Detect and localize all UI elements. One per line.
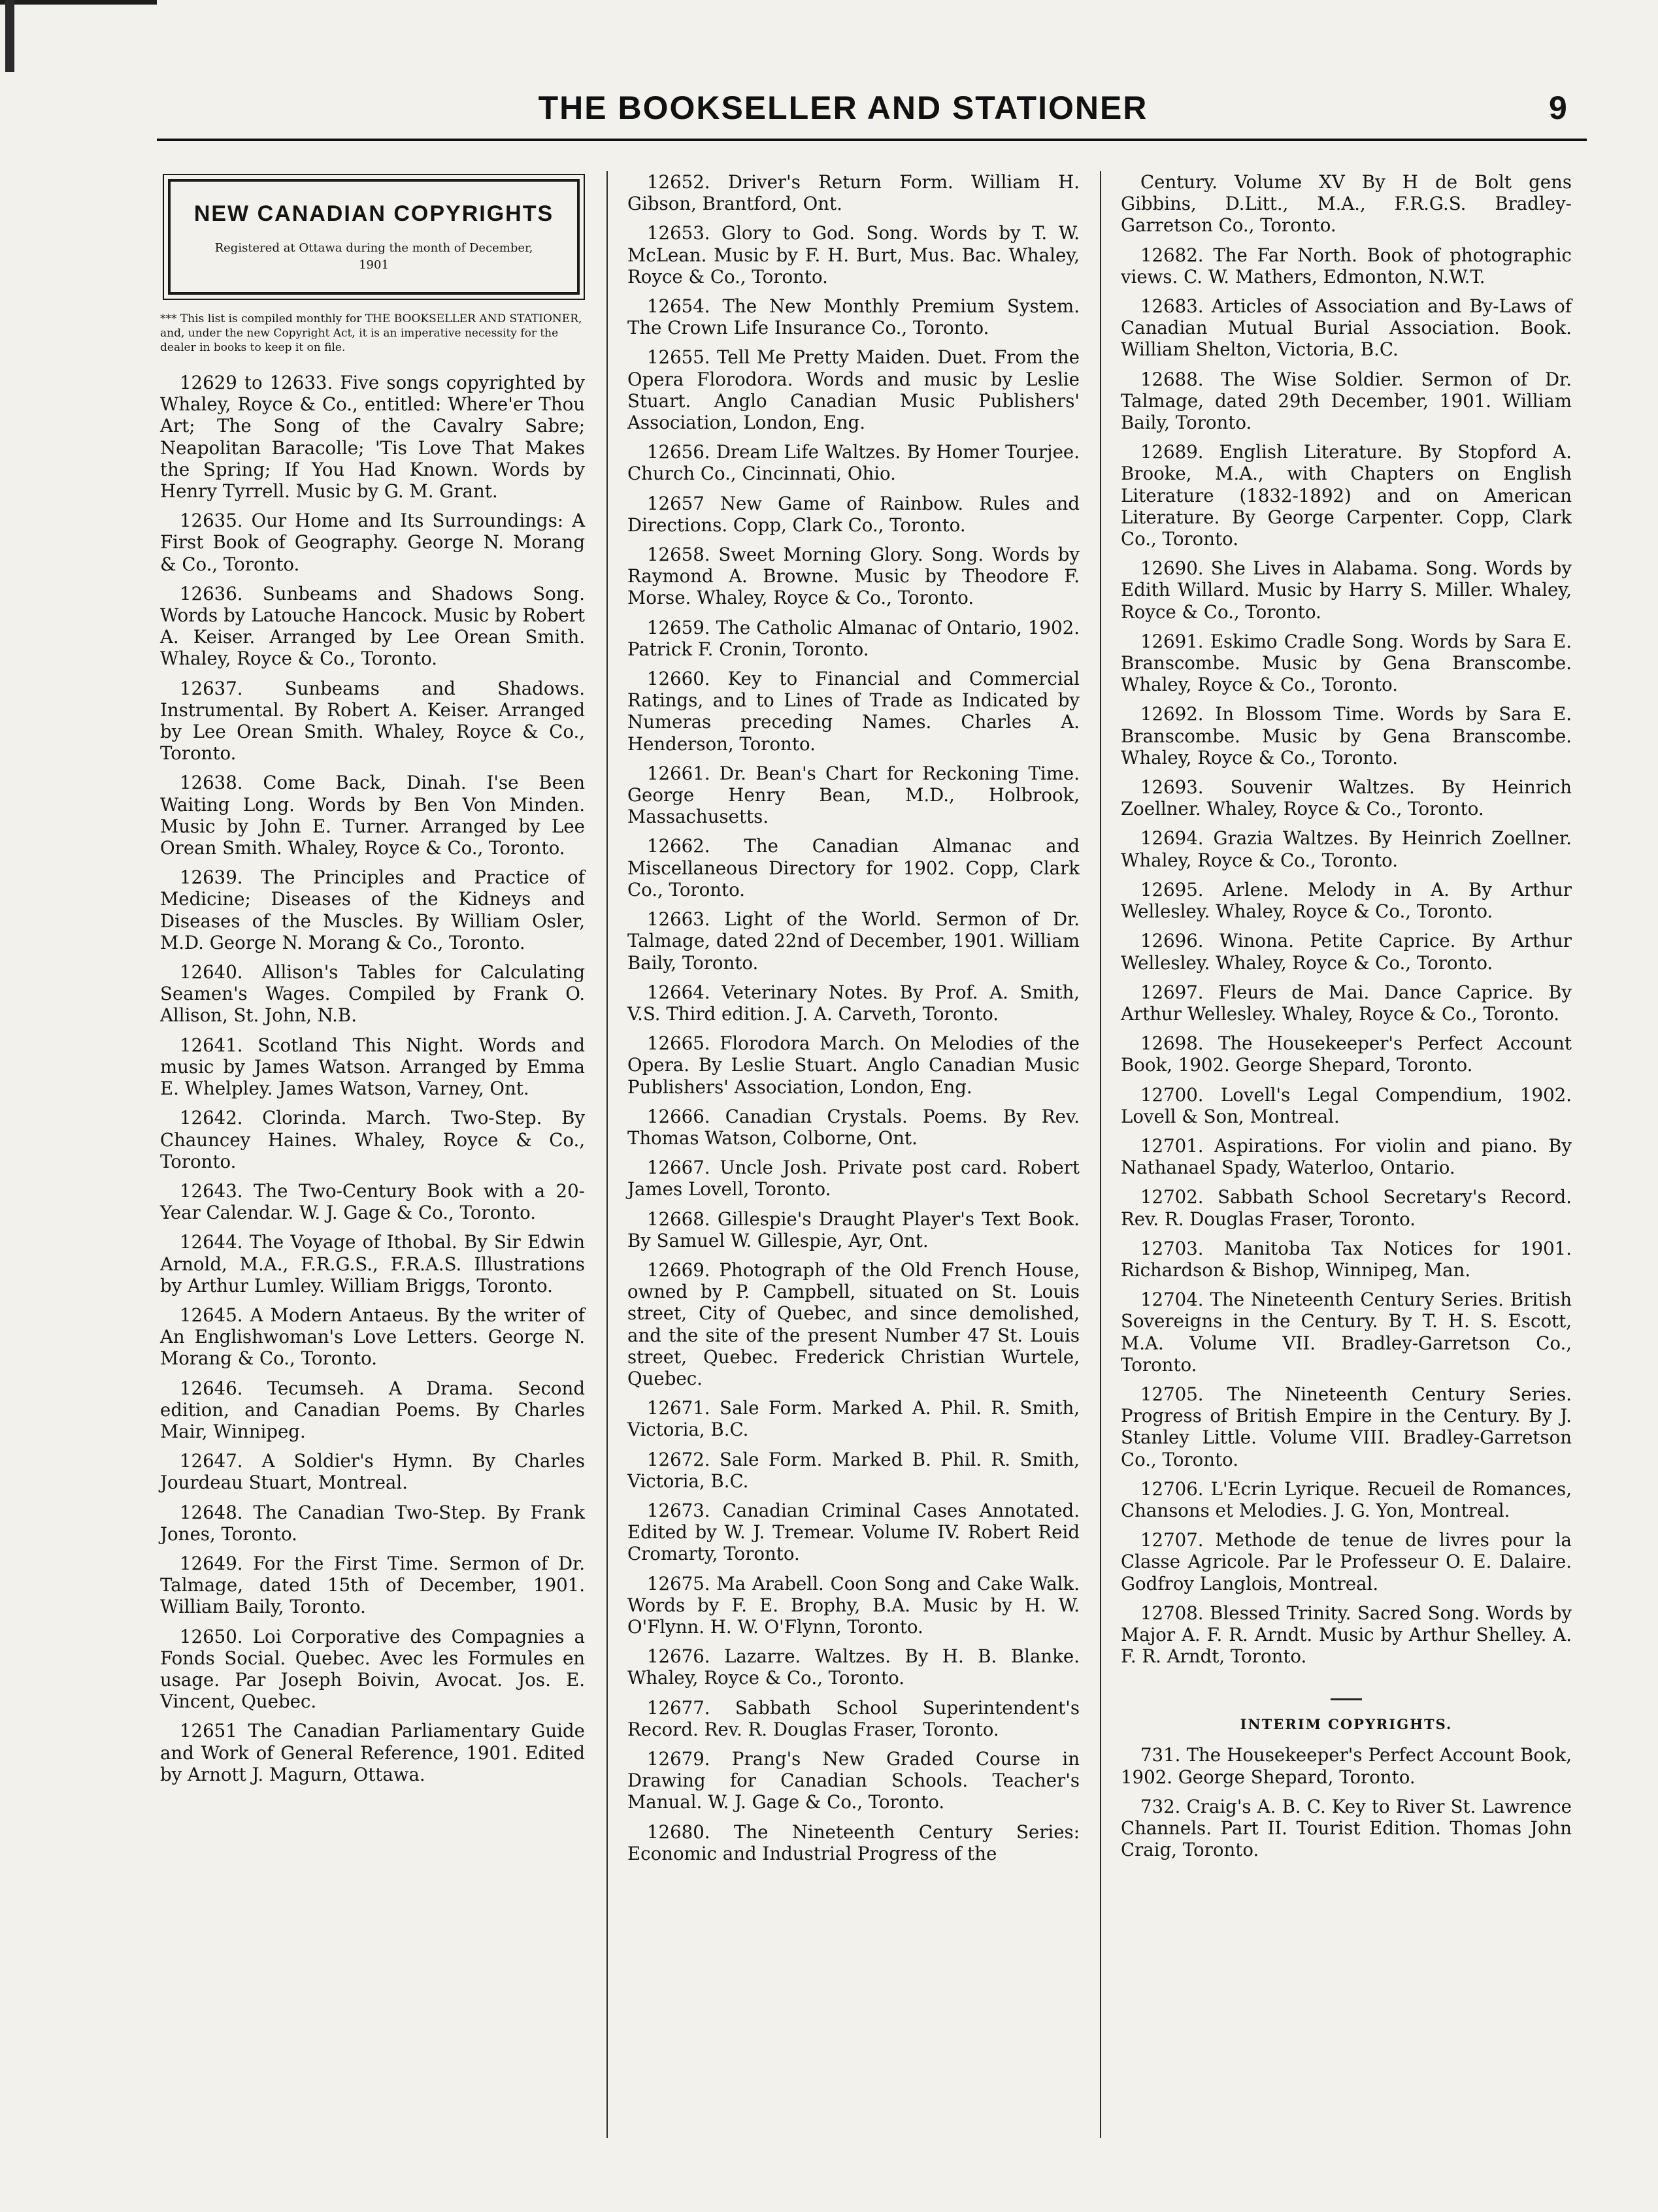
copyright-entry: 12690. She Lives in Alabama. Song. Words by Edith Willard. Music by Harry S. Miller. Whaley, Royce & Co., Toronto. bbox=[1121, 557, 1572, 623]
copyright-entry: 12656. Dream Life Waltzes. By Homer Tourjee. Church Co., Cincinnati, Ohio. bbox=[627, 441, 1080, 485]
copyright-entry: 12692. In Blossom Time. Words by Sara E. Branscombe. Music by Gena Branscombe. Whaley, Royce & Co., Toronto. bbox=[1121, 703, 1572, 768]
copyright-entry: 12641. Scotland This Night. Words and music by James Watson. Arranged by Emma E. Whelpley. James Watson, Varney, Ont. bbox=[160, 1034, 585, 1100]
column-3 bbox=[1121, 171, 1572, 1868]
copyright-entry: 12658. Sweet Morning Glory. Song. Words by Raymond A. Browne. Music by Theodore F. Morse. Whaley, Royce & Co., Toronto. bbox=[627, 544, 1080, 609]
copyright-entry: 12689. English Literature. By Stopford A. Brooke, M.A., with Chapters on English Literature (1832-1892) and on American Literature. By George Carpenter. Copp, Clark Co., Toronto. bbox=[1121, 441, 1572, 550]
copyright-entry: 12643. The Two-Century Book with a 20-Year Calendar. W. J. Gage & Co., Toronto. bbox=[160, 1180, 585, 1224]
copyright-entry: 12701. Aspirations. For violin and piano. By Nathanael Spady, Waterloo, Ontario. bbox=[1121, 1134, 1572, 1179]
entry-list bbox=[627, 171, 1080, 1864]
copyright-entry: 12671. Sale Form. Marked A. Phil. R. Smith, Victoria, B.C. bbox=[627, 1397, 1080, 1441]
section-title: NEW CANADIAN COPYRIGHTS bbox=[193, 201, 554, 226]
copyright-entry: 12663. Light of the World. Sermon of Dr. Talmage, dated 22nd of December, 1901. William Baily, Toronto. bbox=[627, 908, 1080, 974]
copyright-entry: 12660. Key to Financial and Commercial Ratings, and to Lines of Trade as Indicated by Numeras preceding Names. Charles A. Henderson, Toronto. bbox=[627, 668, 1080, 755]
copyright-entry: 12694. Grazia Waltzes. By Heinrich Zoellner. Whaley, Royce & Co., Toronto. bbox=[1121, 827, 1572, 871]
copyright-entry: 12688. The Wise Soldier. Sermon of Dr. Talmage, dated 29th December, 1901. William Baily, Toronto. bbox=[1121, 368, 1572, 434]
copyright-entry: 12665. Florodora March. On Melodies of the Opera. By Leslie Stuart. Anglo Canadian Music Publishers' Association, London, Eng. bbox=[627, 1032, 1080, 1098]
copyright-entry: 12679. Prang's New Graded Course in Drawing for Canadian Schools. Teacher's Manual. W. J. Gage & Co., Toronto. bbox=[627, 1748, 1080, 1813]
copyright-entry: 12639. The Principles and Practice of Medicine; Diseases of the Kidneys and Diseases of the Muscles. By William Osler, M.D. George N. Morang & Co., Toronto. bbox=[160, 867, 585, 953]
copyright-entry: 12664. Veterinary Notes. By Prof. A. Smith, V.S. Third edition. J. A. Carveth, Toronto. bbox=[627, 981, 1080, 1025]
section-title-box bbox=[168, 179, 580, 295]
edge-scan-mark bbox=[5, 0, 14, 72]
copyright-entry: 12647. A Soldier's Hymn. By Charles Jourdeau Stuart, Montreal. bbox=[160, 1450, 585, 1494]
copyright-entry: 12696. Winona. Petite Caprice. By Arthur Wellesley. Whaley, Royce & Co., Toronto. bbox=[1121, 930, 1572, 974]
edge-scan-mark bbox=[0, 0, 157, 5]
copyright-entry: 12649. For the First Time. Sermon of Dr. Talmage, dated 15th of December, 1901. William Baily, Toronto. bbox=[160, 1552, 585, 1618]
copyright-entry: 12672. Sale Form. Marked B. Phil. R. Smith, Victoria, B.C. bbox=[627, 1448, 1080, 1492]
copyright-entry: 12669. Photograph of the Old French House, owned by P. Campbell, situated on St. Louis street, City of Quebec, and since demolished, and the site of the present Number 47 St. Louis street, Quebec. Frederick Christian Wurtele, Quebec. bbox=[627, 1259, 1080, 1389]
column-rule bbox=[606, 171, 608, 2138]
copyright-entry: 12651 The Canadian Parliamentary Guide and Work of General Reference, 1901. Edited by Arnott J. Magurn, Ottawa. bbox=[160, 1720, 585, 1785]
copyright-entry: 12682. The Far North. Book of photographic views. C. W. Mathers, Edmonton, N.W.T. bbox=[1121, 244, 1572, 288]
copyright-entry: 731. The Housekeeper's Perfect Account Book, 1902. George Shepard, Toronto. bbox=[1121, 1744, 1572, 1788]
copyright-entry: 732. Craig's A. B. C. Key to River St. Lawrence Channels. Part II. Tourist Edition. Thomas John Craig, Toronto. bbox=[1121, 1795, 1572, 1861]
copyright-entry: 12668. Gillespie's Draught Player's Text Book. By Samuel W. Gillespie, Ayr, Ont. bbox=[627, 1208, 1080, 1251]
copyright-entry: 12697. Fleurs de Mai. Dance Caprice. By Arthur Wellesley. Whaley, Royce & Co., Toronto. bbox=[1121, 981, 1572, 1025]
column-2 bbox=[627, 171, 1080, 1872]
copyright-entry: 12700. Lovell's Legal Compendium, 1902. Lovell & Son, Montreal. bbox=[1121, 1083, 1572, 1127]
copyright-entry: 12642. Clorinda. March. Two-Step. By Chauncey Haines. Whaley, Royce & Co., Toronto. bbox=[160, 1107, 585, 1172]
column-rule bbox=[1100, 171, 1101, 2138]
copyright-entry: 12659. The Catholic Almanac of Ontario, 1902. Patrick F. Cronin, Toronto. bbox=[627, 616, 1080, 660]
copyright-entry: 12676. Lazarre. Waltzes. By H. B. Blanke. Whaley, Royce & Co., Toronto. bbox=[627, 1645, 1080, 1689]
copyright-entry: 12707. Methode de tenue de livres pour la Classe Agricole. Par le Professeur O. E. Dalaire. Godfroy Langlois, Montreal. bbox=[1121, 1529, 1572, 1594]
copyright-entry: 12653. Glory to God. Song. Words by T. W. McLean. Music by F. H. Burt, Mus. Bac. Whaley, Royce & Co., Toronto. bbox=[627, 222, 1080, 288]
copyright-entry: 12704. The Nineteenth Century Series. British Sovereigns in the Century. By T. H. S. Escott, M.A. Volume VII. Bradley-Garretson Co., Toronto. bbox=[1121, 1289, 1572, 1376]
copyright-entry: 12705. The Nineteenth Century Series. Progress of British Empire in the Century. By J. Stanley Little. Volume VIII. Bradley-Garretson Co., Toronto. bbox=[1121, 1383, 1572, 1470]
copyright-entry: 12652. Driver's Return Form. William H. Gibson, Brantford, Ont. bbox=[627, 171, 1080, 215]
copyright-entry: 12661. Dr. Bean's Chart for Reckoning Time. George Henry Bean, M.D., Holbrook, Massachusetts. bbox=[627, 762, 1080, 828]
copyright-entry: 12667. Uncle Josh. Private post card. Robert James Lovell, Toronto. bbox=[627, 1157, 1080, 1200]
copyright-entry: 12629 to 12633. Five songs copyrighted by Whaley, Royce & Co., entitled: Where'er Thou Art; The Song of the Cavalry Sabre; Neapolitan Baracolle; 'Tis Love That Makes the Spring; If You Had Known. Words by Henry Tyrrell. Music by G. M. Grant. bbox=[160, 372, 585, 503]
copyright-entry: Century. Volume XV By H de Bolt gens Gibbins, D.Litt., M.A., F.R.G.S. Bradley-Garretson Co., Toronto. bbox=[1121, 171, 1572, 237]
copyright-entry: 12655. Tell Me Pretty Maiden. Duet. From the Opera Florodora. Words and music by Leslie Stuart. Anglo Canadian Music Publishers' Association, London, Eng. bbox=[627, 346, 1080, 434]
compilation-note: *** This list is compiled monthly for THE BOOKSELLER AND STATIONER, and, under the new Copyright Act, it is an imperative necessity for the dealer in books to keep it on file. bbox=[160, 312, 582, 354]
copyright-entry: 12657 New Game of Rainbow. Rules and Directions. Copp, Clark Co., Toronto. bbox=[627, 492, 1080, 536]
copyright-entry: 12635. Our Home and Its Surroundings: A First Book of Geography. George N. Morang & Co., Toronto. bbox=[160, 510, 585, 575]
copyright-entry: 12675. Ma Arabell. Coon Song and Cake Walk. Words by F. E. Brophy, B.A. Music by H. W. O'Flynn. H. W. O'Flynn, Toronto. bbox=[627, 1572, 1080, 1638]
copyright-entry: 12693. Souvenir Waltzes. By Heinrich Zoellner. Whaley, Royce & Co., Toronto. bbox=[1121, 776, 1572, 820]
copyright-entry: 12703. Manitoba Tax Notices for 1901. Richardson & Bishop, Winnipeg, Man. bbox=[1121, 1237, 1572, 1281]
copyright-entry: 12706. L'Ecrin Lyrique. Recueil de Romances, Chansons et Melodies. J. G. Yon, Montreal. bbox=[1121, 1477, 1572, 1521]
copyright-entry: 12695. Arlene. Melody in A. By Arthur Wellesley. Whaley, Royce & Co., Toronto. bbox=[1121, 878, 1572, 923]
section-subtitle: Registered at Ottawa during the month of December, 1901 bbox=[214, 241, 533, 272]
running-head: THE BOOKSELLER AND STATIONER bbox=[538, 90, 1148, 126]
section-divider bbox=[1331, 1698, 1362, 1700]
copyright-entry: 12637. Sunbeams and Shadows. Instrumental. By Robert A. Keiser. Arranged by Lee Orean Smith. Whaley, Royce & Co., Toronto. bbox=[160, 677, 585, 765]
copyright-entry: 12646. Tecumseh. A Drama. Second edition, and Canadian Poems. By Charles Mair, Winnipeg. bbox=[160, 1377, 585, 1442]
copyright-entry: 12636. Sunbeams and Shadows Song. Words by Latouche Hancock. Music by Robert A. Keiser. Arranged by Lee Orean Smith. Whaley, Royce & Co., Toronto. bbox=[160, 582, 585, 670]
copyright-entry: 12698. The Housekeeper's Perfect Account Book, 1902. George Shepard, Toronto. bbox=[1121, 1032, 1572, 1076]
copyright-entry: 12666. Canadian Crystals. Poems. By Rev. Thomas Watson, Colborne, Ont. bbox=[627, 1105, 1080, 1149]
copyright-entry: 12708. Blessed Trinity. Sacred Song. Words by Major A. F. R. Arndt. Music by Arthur Shelley. A. F. R. Arndt, Toronto. bbox=[1121, 1602, 1572, 1668]
column-1 bbox=[160, 171, 585, 1793]
copyright-entry: 12702. Sabbath School Secretary's Record. Rev. R. Douglas Fraser, Toronto. bbox=[1121, 1186, 1572, 1230]
copyright-entry: 12683. Articles of Association and By-Laws of Canadian Mutual Burial Association. Book. William Shelton, Victoria, B.C. bbox=[1121, 295, 1572, 361]
copyright-entry: 12654. The New Monthly Premium System. The Crown Life Insurance Co., Toronto. bbox=[627, 295, 1080, 339]
copyright-entry: 12662. The Canadian Almanac and Miscellaneous Directory for 1902. Copp, Clark Co., Toronto. bbox=[627, 835, 1080, 900]
copyright-entry: 12650. Loi Corporative des Compagnies a Fonds Social. Quebec. Avec les Formules en usage. Par Joseph Boivin, Avocat. Jos. E. Vincent, Quebec. bbox=[160, 1625, 585, 1713]
interim-heading: INTERIM COPYRIGHTS. bbox=[1240, 1716, 1453, 1733]
copyright-entry: 12673. Canadian Criminal Cases Annotated. Edited by W. J. Tremear. Volume IV. Robert Reid Cromarty, Toronto. bbox=[627, 1499, 1080, 1565]
copyright-entry: 12691. Eskimo Cradle Song. Words by Sara E. Branscombe. Music by Gena Branscombe. Whaley, Royce & Co., Toronto. bbox=[1121, 630, 1572, 696]
copyright-entry: 12648. The Canadian Two-Step. By Frank Jones, Toronto. bbox=[160, 1501, 585, 1545]
entry-list bbox=[1121, 171, 1572, 1667]
copyright-entry: 12640. Allison's Tables for Calculating Seamen's Wages. Compiled by Frank O. Allison, St. John, N.B. bbox=[160, 961, 585, 1027]
page-number: 9 bbox=[1549, 90, 1567, 126]
copyright-entry: 12677. Sabbath School Superintendent's Record. Rev. R. Douglas Fraser, Toronto. bbox=[627, 1696, 1080, 1740]
interim-list bbox=[1121, 1744, 1572, 1860]
copyright-entry: 12638. Come Back, Dinah. I'se Been Waiting Long. Words by Ben Von Minden. Music by John E. Turner. Arranged by Lee Orean Smith. Whaley, Royce & Co., Toronto. bbox=[160, 772, 585, 859]
copyright-entry: 12645. A Modern Antaeus. By the writer of An Englishwoman's Love Letters. George N. Morang & Co., Toronto. bbox=[160, 1304, 585, 1370]
header-rule bbox=[157, 139, 1587, 141]
copyright-entry: 12644. The Voyage of Ithobal. By Sir Edwin Arnold, M.A., F.R.G.S., F.R.A.S. Illustrations by Arthur Lumley. William Briggs, Toronto. bbox=[160, 1231, 585, 1296]
entry-list bbox=[160, 372, 585, 1785]
copyright-entry: 12680. The Nineteenth Century Series: Economic and Industrial Progress of the bbox=[627, 1821, 1080, 1864]
